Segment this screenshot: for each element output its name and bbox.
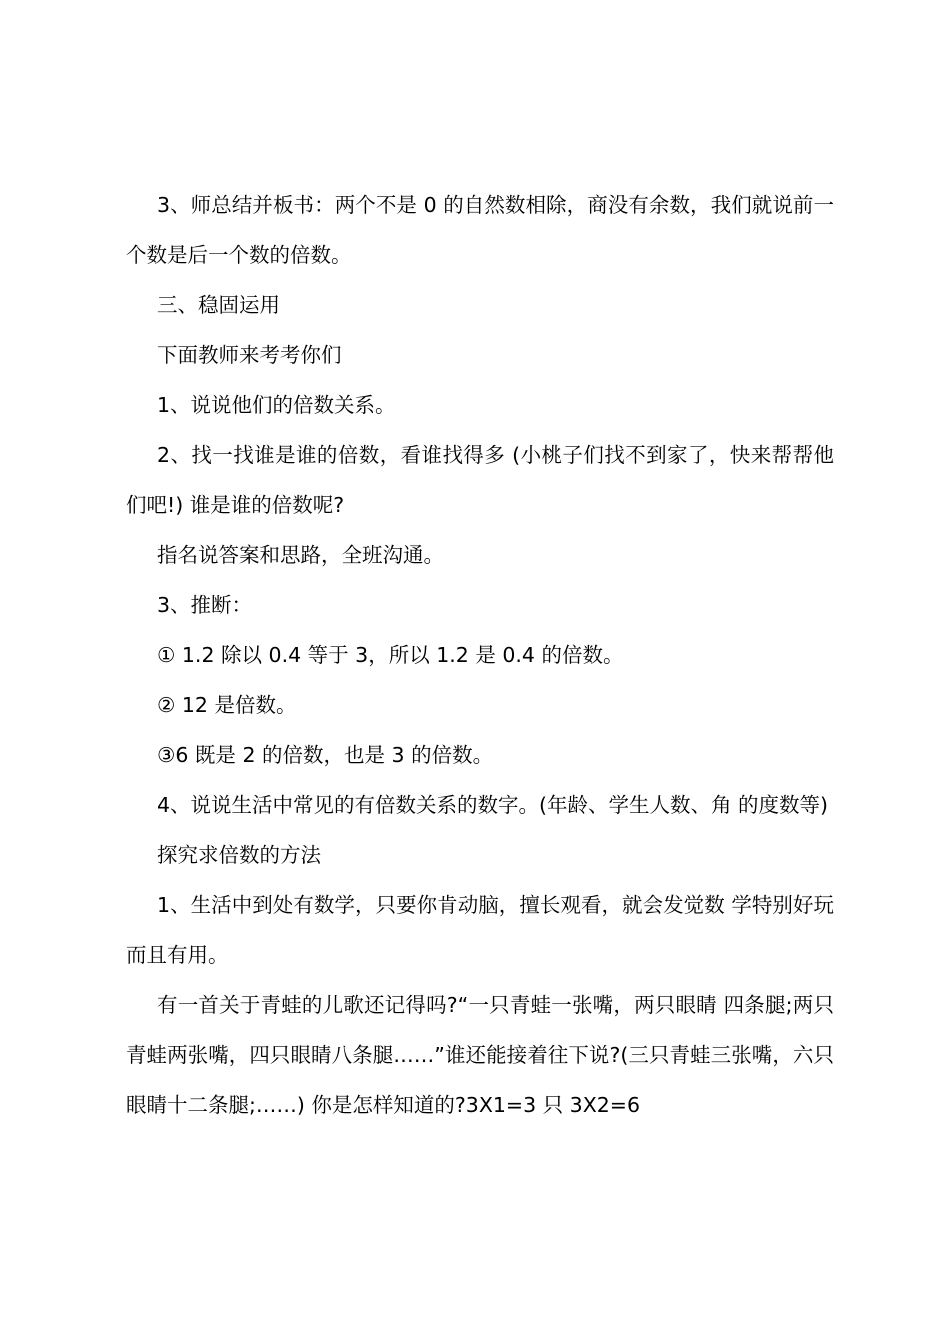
- paragraph-item-2: 2、找一找谁是谁的倍数，看谁找得多 (小桃子们找不到家了，快来帮帮他们吧!) 谁是谁的倍数呢?: [126, 443, 834, 517]
- section-heading-consolidation: 三、稳固运用: [157, 293, 280, 317]
- paragraph-intro: 下面教师来考考你们: [157, 343, 342, 367]
- document-body: [126, 180, 834, 1130]
- judgement-item-1: ① 1.2 除以 0.4 等于 3，所以 1.2 是 0.4 的倍数。: [157, 643, 624, 667]
- paragraph-item-1: 1、说说他们的倍数关系。: [157, 393, 396, 417]
- paragraph-item-4: 4、说说生活中常见的有倍数关系的数字。(年龄、学生人数、角 的度数等): [157, 793, 829, 817]
- judgement-item-3: ③6 既是 2 的倍数，也是 3 的倍数。: [157, 743, 494, 767]
- judgement-item-2: ② 12 是倍数。: [157, 693, 297, 717]
- paragraph-summary: 3、师总结并板书：两个不是 0 的自然数相除，商没有余数，我们就说前一个数是后一个数的倍数。: [126, 193, 834, 267]
- paragraph-item-3: 3、推断：: [157, 593, 253, 617]
- paragraph-frog-song: 有一首关于青蛙的儿歌还记得吗?“一只青蛙一张嘴，两只眼睛 四条腿;两只青蛙两张嘴，四只眼睛八条腿……”谁还能接着往下说?(三只青蛙三张嘴，六只眼睛十二条腿;……) 你是怎样知道的?3X1=3 只 3X2=6: [126, 993, 834, 1117]
- section-heading-method: 探究求倍数的方法: [157, 843, 321, 867]
- paragraph-method-1: 1、生活中到处有数学，只要你肯动脑，擅长观看，就会发觉数 学特别好玩而且有用。: [126, 893, 834, 967]
- paragraph-discussion: 指名说答案和思路，全班沟通。: [157, 543, 444, 567]
